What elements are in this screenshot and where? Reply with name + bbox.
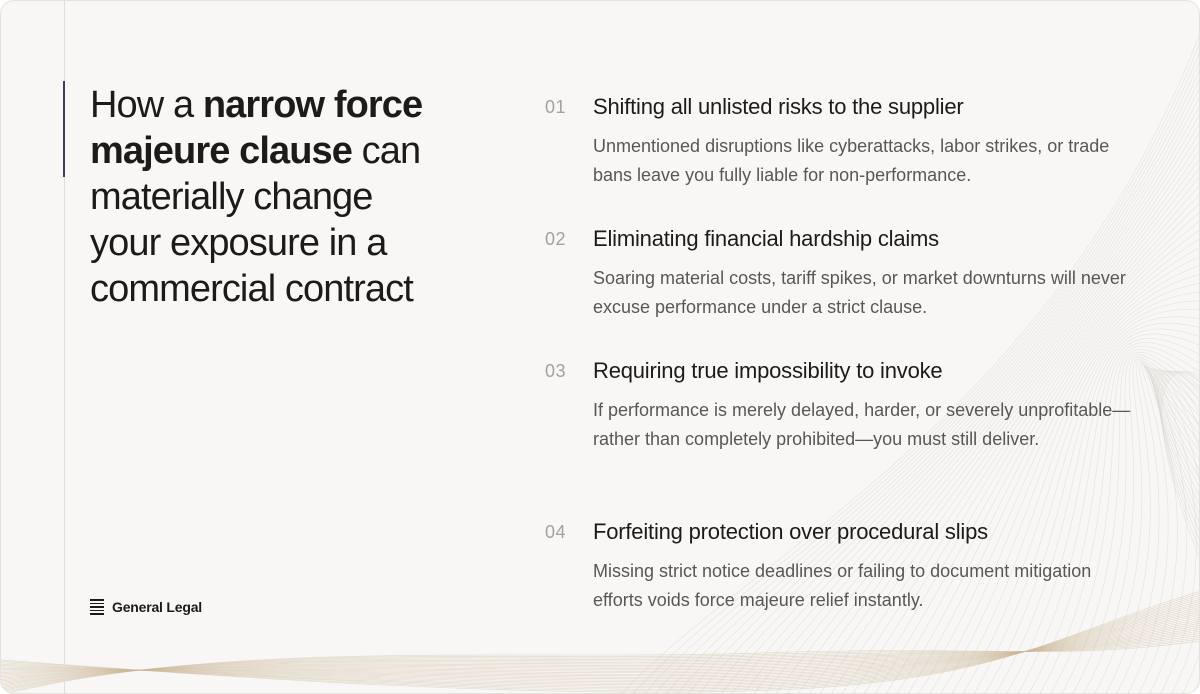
wave-line bbox=[1155, 370, 1200, 694]
item-number: 03 bbox=[545, 361, 567, 381]
wave-line bbox=[1, 631, 1200, 688]
wave-line bbox=[1153, 370, 1200, 694]
wave-line bbox=[1, 609, 1200, 679]
risk-list bbox=[543, 91, 1143, 615]
wave-line bbox=[1, 639, 1200, 694]
item-description: Soaring material costs, tariff spikes, or market downturns will never excuse performance under a strict clause. bbox=[593, 268, 1126, 317]
headline-accent-bar bbox=[63, 81, 65, 177]
brand-name: General Legal bbox=[112, 599, 202, 615]
page-title: How a narrow force majeure clause can materially change your exposure in a commercial contract bbox=[90, 84, 423, 310]
wave-line bbox=[1, 623, 1200, 682]
wave-line bbox=[1156, 371, 1200, 694]
wave-line bbox=[1, 629, 1200, 687]
item-description: Missing strict notice deadlines or failing to document mitigation efforts voids force majeure relief instantly. bbox=[593, 561, 1092, 610]
risk-item-2 bbox=[543, 223, 1143, 355]
wave-line bbox=[1, 627, 1200, 685]
risk-item-3 bbox=[543, 355, 1143, 516]
wave-line bbox=[1, 605, 1200, 682]
lines-icon bbox=[90, 599, 104, 615]
risk-item-1 bbox=[543, 91, 1143, 223]
item-title: Shifting all unlisted risks to the supplier bbox=[593, 94, 964, 119]
item-title: Forfeiting protection over procedural slips bbox=[593, 519, 988, 544]
wave-line bbox=[1162, 372, 1200, 694]
wave-line bbox=[1, 615, 1200, 677]
item-number: 04 bbox=[545, 522, 567, 542]
item-number: 02 bbox=[545, 229, 567, 249]
headline-emphasis: narrow force majeure clause bbox=[90, 84, 423, 172]
wave-line bbox=[1, 625, 1200, 684]
wave-line bbox=[1, 619, 1200, 680]
wave-line bbox=[1, 637, 1200, 692]
wave-line bbox=[1160, 372, 1200, 694]
wave-line bbox=[1, 613, 1200, 676]
wave-line bbox=[1, 641, 1200, 694]
wave-line bbox=[1, 607, 1200, 680]
brand-logo bbox=[90, 599, 202, 615]
risk-item-4 bbox=[543, 516, 1143, 615]
wave-line bbox=[1152, 369, 1200, 694]
wave-line bbox=[1146, 366, 1200, 694]
wave-line bbox=[1, 635, 1200, 691]
wave-line bbox=[1148, 367, 1200, 694]
wave-line bbox=[1, 611, 1200, 677]
item-title: Eliminating financial hardship claims bbox=[593, 226, 939, 251]
item-number: 01 bbox=[545, 97, 567, 117]
item-title: Requiring true impossibility to invoke bbox=[593, 358, 943, 383]
wave-line bbox=[1, 617, 1200, 678]
wave-line bbox=[1161, 372, 1200, 694]
wave-line bbox=[1159, 371, 1200, 694]
wave-line bbox=[1150, 368, 1200, 694]
wave-line bbox=[1157, 371, 1200, 694]
item-description: If performance is merely delayed, harder, or severely unprofitable—rather than completely prohibited—you must still deliver. bbox=[593, 400, 1131, 449]
wave-line bbox=[1, 633, 1200, 689]
wave-line bbox=[1138, 365, 1200, 694]
wave-line bbox=[1, 603, 1200, 683]
item-description: Unmentioned disruptions like cyberattacks, labor strikes, or trade bans leave you fully liable for non-performance. bbox=[593, 136, 1110, 185]
wave-line bbox=[1, 621, 1200, 681]
